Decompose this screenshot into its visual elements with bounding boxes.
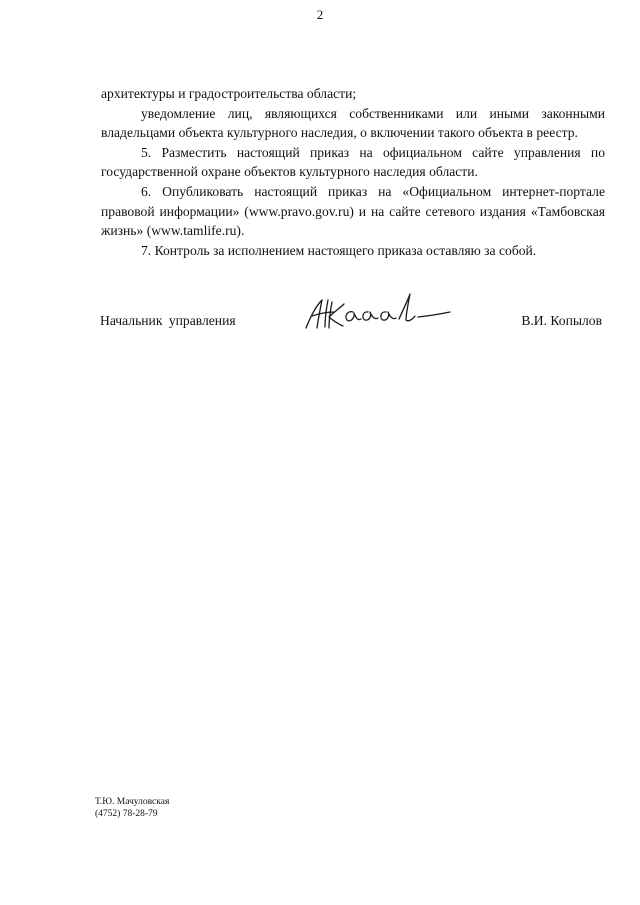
- paragraph-item-6: 6. Опубликовать настоящий приказ на «Официальном интернет-портале правовой информации» (www.pravo.gov.ru) и на сайте сетевого издания «Тамбовская жизнь» (www.tamlife.ru).: [101, 183, 605, 239]
- executor-name: Т.Ю. Мачуловская: [95, 797, 170, 807]
- executor-block: [95, 796, 169, 820]
- paragraph-item-5: 5. Разместить настоящий приказ на официальном сайте управления по государственной охране объектов культурного наследия области.: [101, 144, 605, 180]
- signatory-title: Начальник управления: [100, 313, 236, 328]
- executor-phone: (4752) 78-28-79: [95, 809, 158, 819]
- signatory-name: В.И. Копылов: [521, 313, 602, 328]
- page-number: 2: [316, 7, 324, 22]
- document-body: [101, 84, 605, 260]
- handwritten-signature: [298, 290, 458, 334]
- paragraph-continuation: архитектуры и градостроительства области;: [101, 86, 357, 101]
- paragraph-notification: уведомление лиц, являющихся собственниками или иными законными владельцами объекта культурного наследия, о включении такого объекта в реестр.: [101, 105, 605, 141]
- paragraph-item-7: 7. Контроль за исполнением настоящего приказа оставляю за собой.: [141, 242, 537, 258]
